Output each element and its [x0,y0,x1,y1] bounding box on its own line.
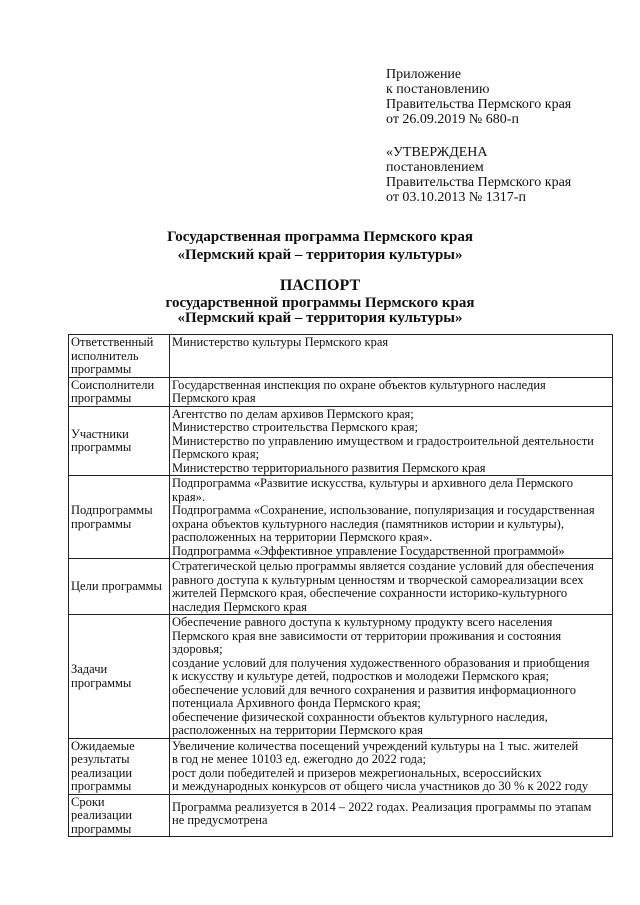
row-label-line: программы [71,821,132,836]
row-label-line: Участники [71,426,129,441]
row-value-line: расположенных на территории Пермского края [172,723,423,737]
table-row [69,615,613,739]
table-row [69,377,613,406]
row-value-line: Подпрограмма «Сохранение, использование, популяризация и государственная [172,503,595,517]
row-value-line: Пермского края вне зависимости от территории проживания и состояния [172,628,562,643]
row-value-line: в год не менее 10103 ед. ежегодно до 2022 года; [172,752,426,766]
row-label-line: результаты [71,752,130,766]
row-label-line: Сроки [71,794,105,809]
row-value-line: создание условий для получения художественного образования и приобщения [172,655,590,670]
row-value-line: Обеспечение равного доступа к культурному продукту всего населения [172,615,553,629]
appendix-line: Приложение [386,67,462,82]
row-value-cell [170,559,613,615]
approval-line: Правительства Пермского края [386,175,572,190]
row-value-line: охрана объектов культурного наследия (памятников истории и культуры), [172,516,564,531]
row-value-line: Государственная инспекция по охране объектов культурного наследия [172,377,546,392]
row-value-line: рост доли победителей и призеров межрегиональных, всероссийских [172,765,542,780]
row-value-line: к искусству и культуре детей, подростков и молодежи Пермского края; [172,669,550,683]
row-value-cell [170,738,613,794]
approval-line: от 03.10.2013 № 1317-п [386,190,526,205]
row-label-cell [69,794,170,837]
row-value-cell [170,377,613,406]
passport-title: ПАСПОРТ [279,277,361,294]
table-row [69,559,613,615]
row-value-line: расположенных на территории Пермского края». [172,530,433,544]
row-value-cell [170,615,613,739]
row-value-line: Пермского края [172,391,256,405]
row-label-cell [69,335,170,378]
row-value-line: не предусмотрена [172,813,268,827]
row-value-cell [170,794,613,837]
row-value-line: Подпрограмма «Развитие искусства, культуры и архивного дела Пермского [172,476,574,490]
row-value-line: Министерство территориального развития Пермского края [172,460,486,475]
row-label-line: Задачи [71,662,108,677]
row-label-line: реализации [71,808,133,822]
row-label-line: программы [71,362,132,376]
row-label-cell [69,738,170,794]
passport-table [68,334,613,837]
row-value-cell [170,335,613,378]
row-value-line: Пермского края; [172,447,260,461]
row-value-line: Подпрограмма «Эффективное управление Государственной программой» [172,543,565,558]
row-value-line: Министерство культуры Пермского края [172,335,389,349]
row-label-line: Соисполнители [71,377,155,392]
passport-heading [0,276,640,326]
appendix-line: к постановлению [386,82,490,97]
row-value-line: и международных конкурсов от общего числа участников до 30 % к 2022 году [172,779,589,793]
row-label-line: Ожидаемые [71,738,135,753]
table-row [69,794,613,837]
program-title-line: «Пермский край – территория культуры» [177,247,463,263]
row-label-line: программы [71,675,132,690]
row-label-line: Подпрограммы [71,503,153,517]
row-value-cell [170,406,613,476]
row-value-line: потенциала Архивного фонда Пермского края; [172,696,421,710]
table-row [69,335,613,378]
row-label-line: программы [71,779,132,793]
passport-subtitle-line: «Пермский край – территория культуры» [177,310,463,326]
row-value-line: здоровья; [172,642,223,656]
row-value-line: Увеличение количества посещений учреждений культуры на 1 тыс. жителей [172,738,579,753]
table-row [69,738,613,794]
row-label-line: реализации [71,765,133,780]
table-row [69,476,613,559]
row-label-line: Цели программы [71,579,162,594]
row-label-cell [69,476,170,559]
appendix-line: от 26.09.2019 № 680-п [386,112,519,127]
row-value-line: Программа реализуется в 2014 – 2022 годах. Реализация программы по этапам [172,799,592,814]
row-label-cell [69,615,170,739]
row-value-line: Министерство по управлению имуществом и градостроительной деятельности [172,433,594,448]
row-value-line: обеспечение физической сохранности объектов культурного наследия, [172,709,548,724]
appendix-block [386,67,571,127]
row-label-cell [69,406,170,476]
table-row [69,406,613,476]
approval-line: постановлением [386,160,484,175]
row-value-line: Министерство строительства Пермского края; [172,420,418,434]
row-label-line: программы [71,516,132,531]
row-value-cell [170,476,613,559]
row-value-line: жителей Пермского края, обеспечение сохранности историко-культурного [172,586,568,600]
approval-block [386,145,571,205]
passport-subtitle-line: государственной программы Пермского края [165,295,475,311]
passport-table-body [69,335,613,837]
program-title-line: Государственная программа Пермского края [167,229,473,245]
row-value-line: обеспечение условий для вечного сохранения и развития информационного [172,682,576,697]
approval-line: «УТВЕРЖДЕНА [386,145,488,160]
row-label-line: исполнитель [71,348,139,363]
row-label-line: Ответственный [71,335,154,349]
row-value-line: наследия Пермского края [172,599,307,614]
row-label-line: программы [71,391,132,405]
appendix-line: Правительства Пермского края [386,97,572,112]
program-title [0,228,640,264]
row-label-cell [69,377,170,406]
row-label-line: программы [71,440,132,455]
row-value-line: Агентство по делам архивов Пермского края; [172,406,414,421]
row-value-line: Стратегической целью программы является создание условий для обеспечения [172,559,594,573]
row-value-line: края». [172,489,205,504]
row-label-cell [69,559,170,615]
row-value-line: равного доступа к культурным ценностям и творческой самореализации всех [172,572,584,587]
